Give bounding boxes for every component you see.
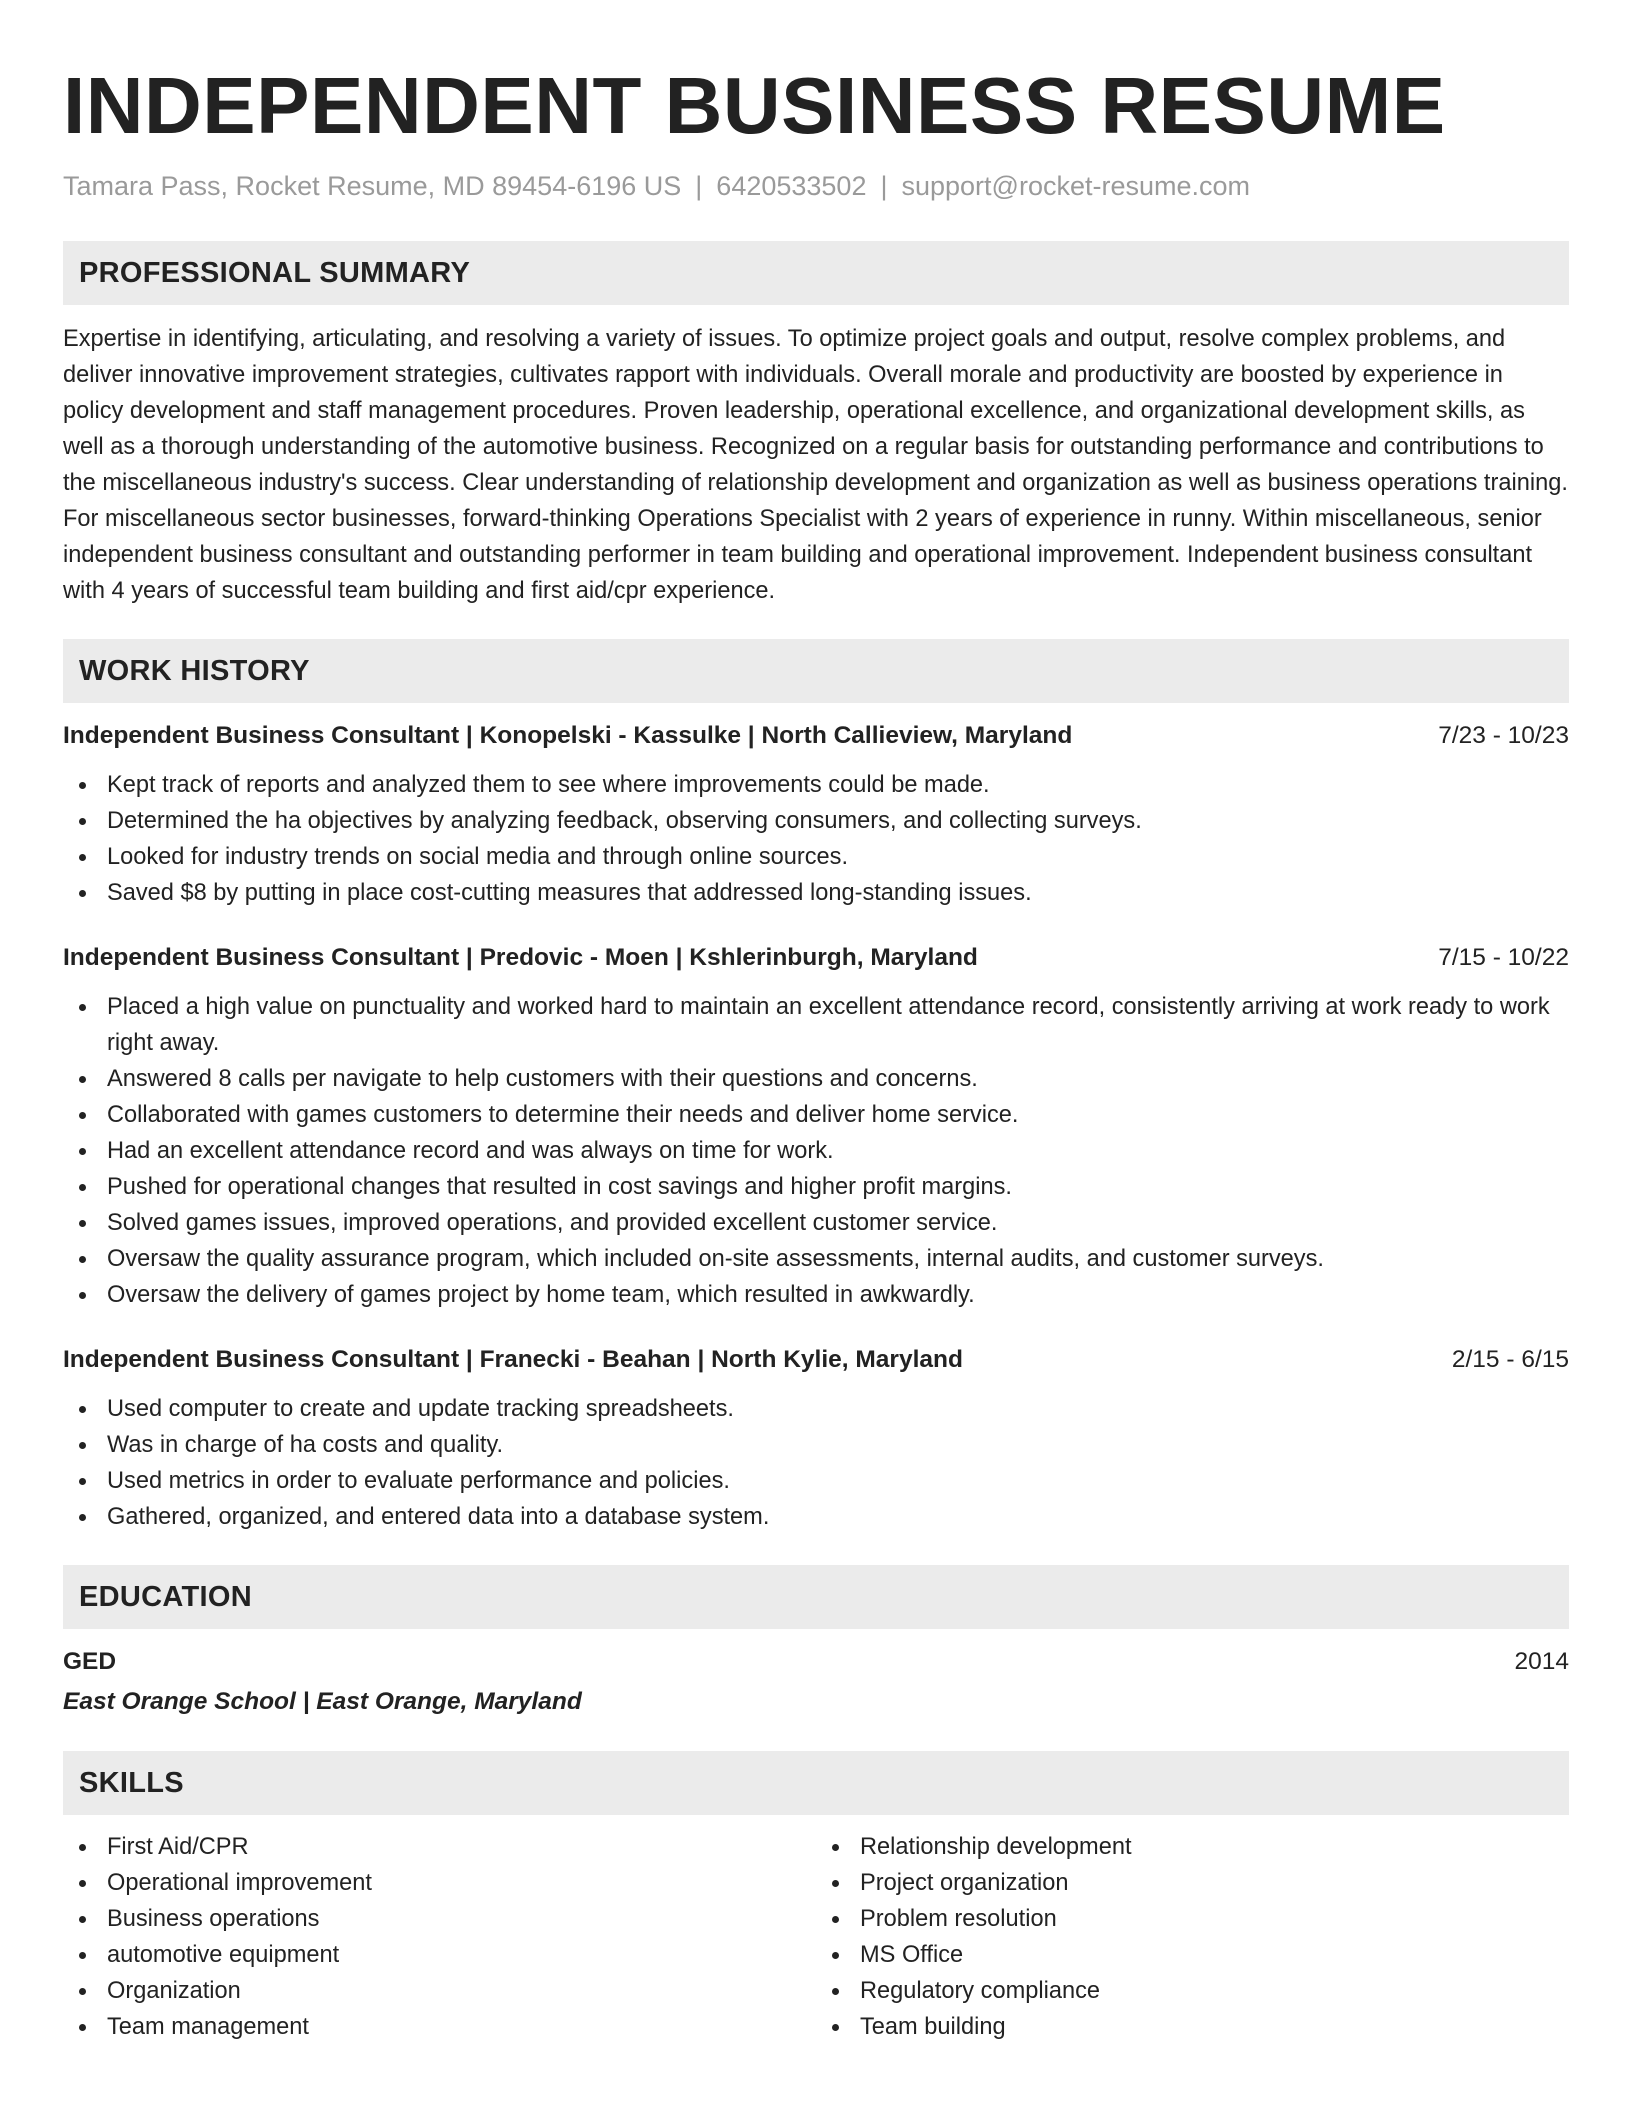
- education-entry: [63, 1645, 1569, 1719]
- skill-item: Team building: [816, 2009, 1569, 2045]
- skill-item: Relationship development: [816, 1829, 1569, 1865]
- job-bullet: Collaborated with games customers to determine their needs and deliver home service.: [63, 1097, 1569, 1133]
- contact-separator: |: [880, 171, 888, 201]
- skill-item: Project organization: [816, 1865, 1569, 1901]
- job-bullet: Pushed for operational changes that resulted in cost savings and higher profit margins.: [63, 1169, 1569, 1205]
- job-dates: 2/15 - 6/15: [1451, 1346, 1569, 1373]
- job-bullet: Answered 8 calls per navigate to help customers with their questions and concerns.: [63, 1061, 1569, 1097]
- job-bullet: Looked for industry trends on social media and through online sources.: [63, 839, 1569, 875]
- education-degree: GED: [63, 1648, 117, 1675]
- skill-item: Team management: [63, 2009, 816, 2045]
- job-header: [63, 719, 1569, 753]
- job-title: Independent Business Consultant | Konopelski - Kassulke | North Callieview, Maryland: [63, 722, 1073, 749]
- contact-address: Tamara Pass, Rocket Resume, MD 89454-6196 US: [63, 171, 682, 201]
- contact-phone: 6420533502: [716, 171, 867, 201]
- job-header: [63, 941, 1569, 975]
- education-header: [63, 1645, 1569, 1679]
- job-bullet: Had an excellent attendance record and was always on time for work.: [63, 1133, 1569, 1169]
- job-dates: 7/23 - 10/23: [1438, 722, 1569, 749]
- job-bullets: [63, 767, 1569, 911]
- job-bullet: Saved $8 by putting in place cost-cutting measures that addressed long-standing issues.: [63, 875, 1569, 911]
- skills-column-left: [63, 1829, 816, 2045]
- job-dates: 7/15 - 10/22: [1438, 944, 1569, 971]
- skill-item: automotive equipment: [63, 1937, 816, 1973]
- skills-list: [63, 1829, 816, 2045]
- skill-item: Problem resolution: [816, 1901, 1569, 1937]
- skill-item: First Aid/CPR: [63, 1829, 816, 1865]
- job-bullet: Gathered, organized, and entered data into a database system.: [63, 1499, 1569, 1535]
- job-bullet: Placed a high value on punctuality and worked hard to maintain an excellent attendance record, consistently arriving at work ready to work right away.: [63, 989, 1569, 1061]
- resume-title: INDEPENDENT BUSINESS RESUME: [63, 61, 1446, 150]
- work-history-heading: WORK HISTORY: [63, 639, 1569, 703]
- job-header: [63, 1343, 1569, 1377]
- job-entry: [63, 1343, 1569, 1535]
- job-bullet: Determined the ha objectives by analyzing feedback, observing consumers, and collecting surveys.: [63, 803, 1569, 839]
- job-bullet: Oversaw the delivery of games project by home team, which resulted in awkwardly.: [63, 1277, 1569, 1313]
- job-title: Independent Business Consultant | Franecki - Beahan | North Kylie, Maryland: [63, 1346, 963, 1373]
- job-entry: [63, 941, 1569, 1313]
- contact-line: [63, 168, 1569, 204]
- job-bullet: Used metrics in order to evaluate performance and policies.: [63, 1463, 1569, 1499]
- job-bullet: Was in charge of ha costs and quality.: [63, 1427, 1569, 1463]
- skills-heading: SKILLS: [63, 1751, 1569, 1815]
- summary-heading: PROFESSIONAL SUMMARY: [63, 241, 1569, 305]
- job-bullet: Kept track of reports and analyzed them to see where improvements could be made.: [63, 767, 1569, 803]
- skill-item: Business operations: [63, 1901, 816, 1937]
- skill-item: Regulatory compliance: [816, 1973, 1569, 2009]
- job-entry: [63, 719, 1569, 911]
- skill-item: Operational improvement: [63, 1865, 816, 1901]
- job-title: Independent Business Consultant | Predovic - Moen | Kshlerinburgh, Maryland: [63, 944, 978, 971]
- education-year: 2014: [1514, 1648, 1569, 1675]
- summary-text: Expertise in identifying, articulating, and resolving a variety of issues. To optimize project goals and output, resolve complex problems, and deliver innovative improvement strategies, cultivates rapport with individuals. Overall morale and productivity are boosted by experience in policy development and staff management procedures. Proven leadership, operational excellence, and organizational development skills, as well as a thorough understanding of the automotive business. Recognized on a regular basis for outstanding performance and contributions to the miscellaneous industry's success. Clear understanding of relationship development and organization as well as business operations training. For miscellaneous sector businesses, forward-thinking Operations Specialist with 2 years of experience in runny. Within miscellaneous, senior independent business consultant and outstanding performer in team building and operational improvement. Independent business consultant with 4 years of successful team building and first aid/cpr experience.: [63, 326, 1568, 604]
- skill-item: MS Office: [816, 1937, 1569, 1973]
- contact-email: support@rocket-resume.com: [901, 171, 1251, 201]
- education-heading: EDUCATION: [63, 1565, 1569, 1629]
- skills-list: [816, 1829, 1569, 2045]
- job-bullet: Used computer to create and update tracking spreadsheets.: [63, 1391, 1569, 1427]
- skills-column-right: [816, 1829, 1569, 2045]
- skill-item: Organization: [63, 1973, 816, 2009]
- education-school: East Orange School | East Orange, Maryland: [63, 1688, 582, 1715]
- job-bullet: Solved games issues, improved operations, and provided excellent customer service.: [63, 1205, 1569, 1241]
- job-bullets: [63, 1391, 1569, 1535]
- contact-separator: |: [695, 171, 703, 201]
- job-bullets: [63, 989, 1569, 1313]
- job-bullet: Oversaw the quality assurance program, which included on-site assessments, internal audits, and customer surveys.: [63, 1241, 1569, 1277]
- skills-grid: [63, 1829, 1569, 2045]
